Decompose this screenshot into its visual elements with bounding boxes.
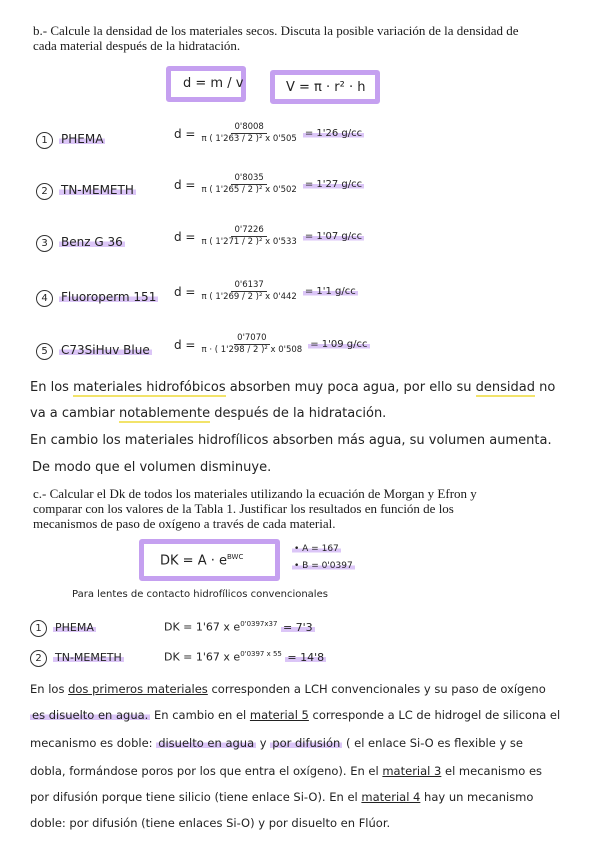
density-equation [174,122,364,145]
note-line-4: De modo que el volumen disminuye. [32,460,272,475]
density-equation [174,333,370,356]
numerator: 0'7070 [234,333,269,345]
number-badge: 2 [30,650,47,667]
note-line-3: En cambio los materiales hidrofílicos absorben más agua, su volumen aumenta. [30,433,552,448]
material-name: C73SiHuv Blue [61,343,150,357]
numerator: 0'7226 [231,225,266,237]
result: = 1'27 g/cc [304,179,363,190]
paragraph-line-1: En los dos primeros materiales corresponden a LCH convencionales y su paso de oxígeno [30,682,546,696]
paragraph-line-2: es disuelto en agua. En cambio en el material 5 corresponde a LC de hidrogel de silicona el [32,708,561,722]
denominator: π ( 1'269 / 2 )² x 0'442 [201,292,297,302]
fraction [202,173,297,196]
result: = 1'07 g/cc [304,231,363,242]
number-badge: 1 [30,620,47,637]
equation-lhs: d = [174,337,196,352]
material-row [36,343,152,360]
denominator: π ( 1'263 / 2 )² x 0'505 [201,134,297,144]
paragraph-line-3: mecanismo es doble: disuelto en agua y por difusión ( el enlace Si-O es flexible y se [30,736,523,750]
material-row [36,235,125,252]
fraction [202,333,303,356]
material-name: Benz G 36 [61,235,123,249]
question-c: c.- Calcular el Dk de todos los materiales utilizando la ecuación de Morgan y Efron y comparar con los valores de la Tabla 1. Justificar los resultados en función de los mecanismos de paso de oxígeno a través de cada material. [33,486,477,531]
density-equation [174,280,358,303]
number-badge: 4 [36,290,53,307]
paragraph-line-6: doble: por difusión (tiene enlaces Si-O) y por disuelto en Flúor. [30,816,391,830]
volume-formula: V = π · r² · h [286,80,366,95]
note-line-2: va a cambiar notablemente después de la hidratación. [30,406,387,421]
material-row [36,290,158,307]
number-badge: 3 [36,235,53,252]
number-badge: 5 [36,343,53,360]
dk-formula: DK = $A \cdot e^{BWC}$ [160,553,244,569]
denominator: π · ( 1'298 / 2 )² x 0'508 [201,345,303,355]
constant-b: • B = 0'0397 [294,561,353,571]
note-line-1: En los materiales hidrofóbicos absorben muy poca agua, por ello su densidad no [30,380,556,395]
equation-lhs: d = [174,229,196,244]
denominator: π ( 1'271 / 2 )² x 0'533 [201,237,297,247]
constant-a: • A = 167 [294,544,339,554]
density-equation [174,173,364,196]
number-badge: 2 [36,183,53,200]
dk-row-2: 2 TN-MEMETH [30,650,124,667]
question-b: b.- Calcule la densidad de los materiales secos. Discuta la posible variación de la densidad de cada material después de la hidratación. [33,23,519,53]
result: = 1'09 g/cc [310,339,368,350]
dk-row-1: 1 PHEMA [30,620,96,637]
density-formula: d = m / v [183,76,244,91]
result: = 1'1 g/cc [304,286,356,297]
numerator: 0'8008 [231,122,266,134]
fraction [202,225,297,248]
fraction [202,280,297,303]
dk-formula-1: DK = 1'67 x $e^{0'0397x37} = 7'3$ [164,620,313,634]
numerator: 0'6137 [231,280,266,292]
dk-formula-2: DK = 1'67 x $e^{0'0397 x 55} = 14'8$ [164,650,325,664]
paragraph-line-4: dobla, formándose poros por los que entra el oxígeno). En el material 3 el mecanismo es [30,764,543,778]
material-row [36,132,105,149]
paragraph-line-5: por difusión porque tiene silicio (tiene enlace Si-O). En el material 4 hay un mecanismo [30,790,534,804]
result: = 1'26 g/cc [304,128,363,139]
material-name: PHEMA [61,132,104,146]
numerator: 0'8035 [231,173,266,185]
material-row [36,183,136,200]
denominator: π ( 1'265 / 2 )² x 0'502 [201,185,297,195]
material-name: Fluoroperm 151 [61,290,157,304]
fraction [202,122,297,145]
equation-lhs: d = [174,126,196,141]
subtitle-hydrophilic: Para lentes de contacto hidrofílicos convencionales [72,589,328,600]
equation-lhs: d = [174,284,196,299]
equation-lhs: d = [174,177,196,192]
material-name: TN-MEMETH [61,183,134,197]
number-badge: 1 [36,132,53,149]
density-equation [174,225,364,248]
